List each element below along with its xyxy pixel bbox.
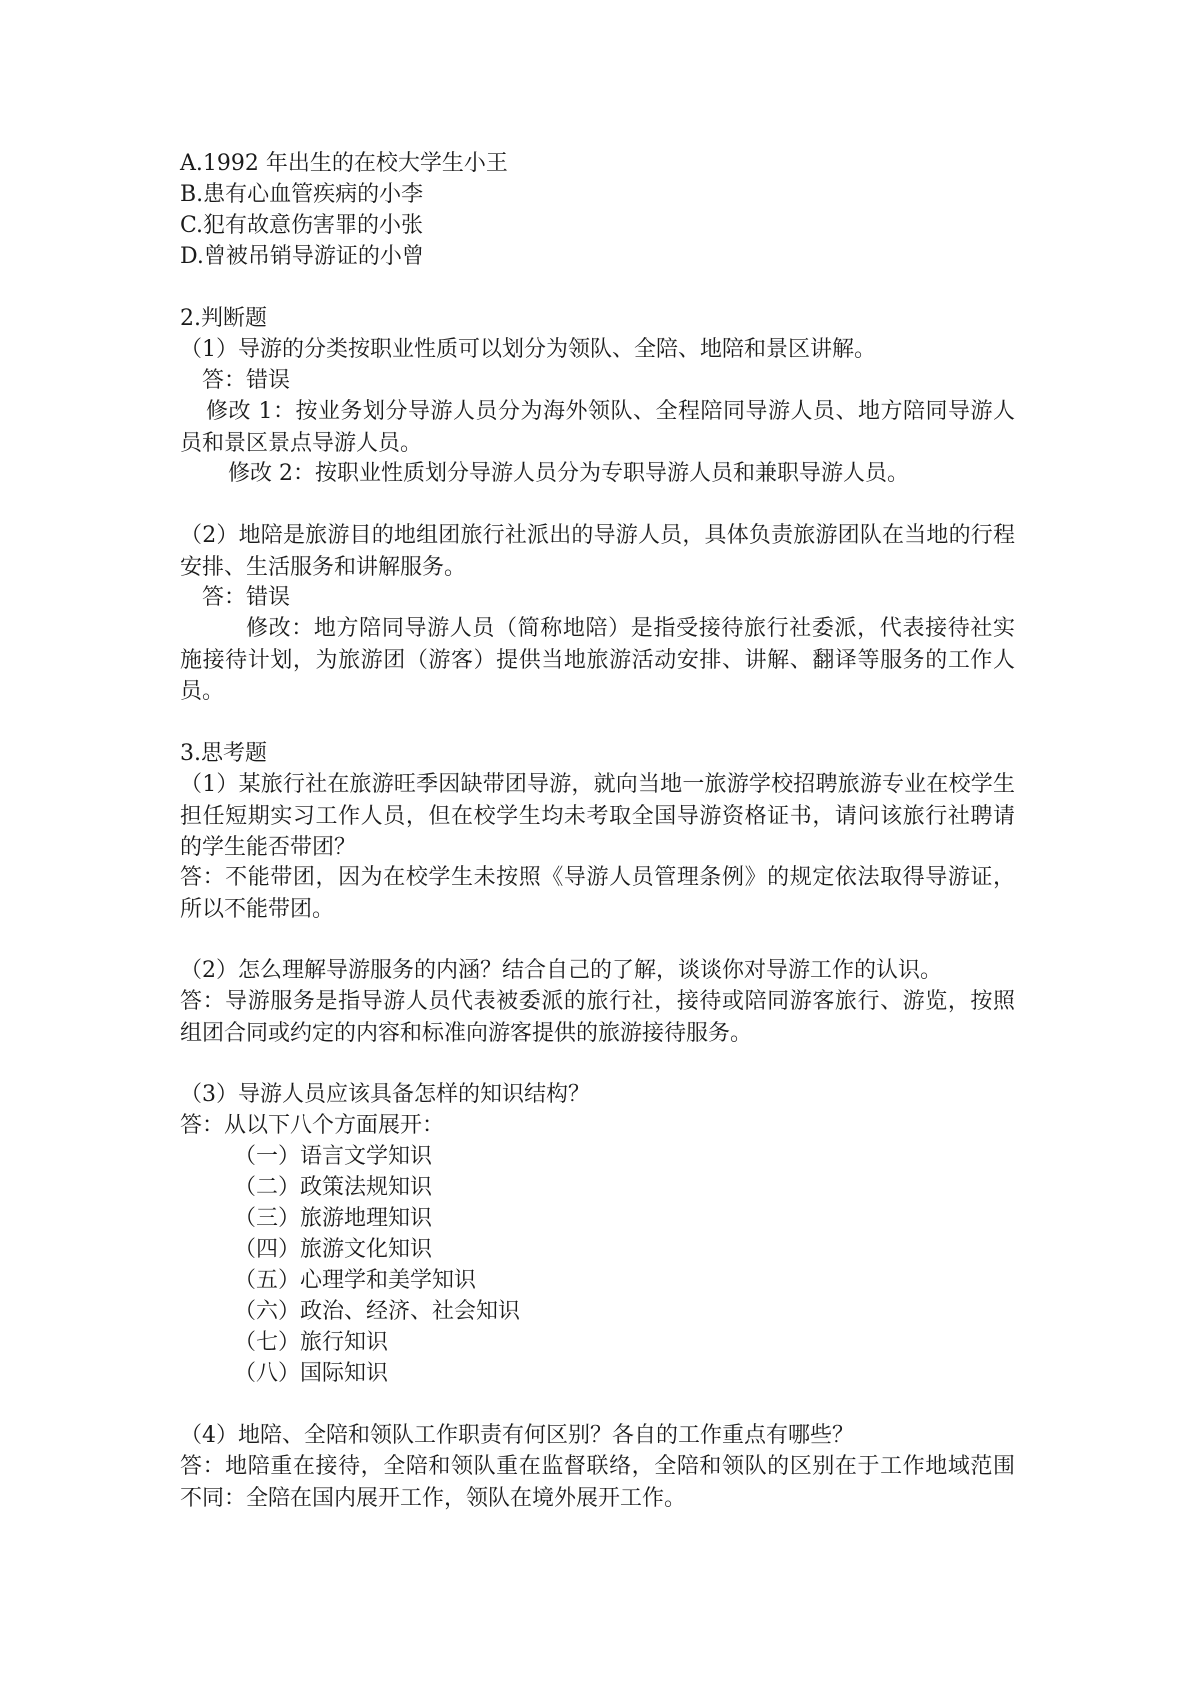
knowledge-list-item: （二）政策法规知识 (234, 1175, 433, 1200)
judge-fix-1: 修改 1：按业务划分导游人员分为海外领队、全程陪同导游人员、地方陪同导游人员和景区景点导游人员。 (180, 399, 1015, 456)
knowledge-list-item: （一）语言文学知识 (234, 1144, 433, 1169)
knowledge-list-item: （三）旅游地理知识 (234, 1206, 433, 1231)
think-question-4: （4）地陪、全陪和领队工作职责有何区别？各自的工作重点有哪些？ (180, 1423, 854, 1448)
think-answer-3: 答：从以下八个方面展开： (180, 1113, 445, 1138)
knowledge-list-item: （五）心理学和美学知识 (234, 1268, 477, 1293)
option-a: A.1992 年出生的在校大学生小王 (180, 151, 508, 176)
think-question-3: （3）导游人员应该具备怎样的知识结构？ (180, 1082, 590, 1107)
section-heading-judge: 2.判断题 (180, 306, 267, 331)
judge-fix-2: 修改 2：按职业性质划分导游人员分为专职导游人员和兼职导游人员。 (228, 461, 909, 486)
judge-question-2: （2）地陪是旅游目的地组团旅行社派出的导游人员，具体负责旅游团队在当地的行程安排、生活服务和讲解服务。 (180, 523, 1015, 580)
knowledge-list-item: （七）旅行知识 (234, 1330, 389, 1355)
option-d: D.曾被吊销导游证的小曾 (180, 244, 424, 269)
think-answer-2: 答：导游服务是指导游人员代表被委派的旅行社，接待或陪同游客旅行、游览，按照组团合同或约定的内容和标准向游客提供的旅游接待服务。 (180, 989, 1015, 1046)
option-b: B.患有心血管疾病的小李 (180, 182, 424, 207)
think-answer-4: 答：地陪重在接待，全陪和领队重在监督联络，全陪和领队的区别在于工作地域范围不同：全陪在国内展开工作，领队在境外展开工作。 (180, 1454, 1015, 1511)
knowledge-list-item: （四）旅游文化知识 (234, 1237, 433, 1262)
judge-question-1: （1）导游的分类按职业性质可以划分为领队、全陪、地陪和景区讲解。 (180, 337, 876, 362)
think-question-1: （1）某旅行社在旅游旺季因缺带团导游，就向当地一旅游学校招聘旅游专业在校学生担任短期实习工作人员，但在校学生均未考取全国导游资格证书，请问该旅行社聘请的学生能否带团？ (180, 772, 1015, 860)
knowledge-list-item: （八）国际知识 (234, 1361, 389, 1386)
think-answer-1: 答：不能带团，因为在校学生未按照《导游人员管理条例》的规定依法取得导游证，所以不能带团。 (180, 865, 1015, 922)
option-c: C.犯有故意伤害罪的小张 (180, 213, 424, 238)
think-question-2: （2）怎么理解导游服务的内涵？结合自己的了解，谈谈你对导游工作的认识。 (180, 958, 942, 983)
section-heading-think: 3.思考题 (180, 741, 267, 766)
knowledge-list-item: （六）政治、经济、社会知识 (234, 1299, 521, 1324)
judge-answer-2: 答：错误 (202, 585, 291, 610)
judge-fix-item-2: 修改：地方陪同导游人员（简称地陪）是指受接待旅行社委派，代表接待社实施接待计划，为旅游团（游客）提供当地旅游活动安排、讲解、翻译等服务的工作人员。 (180, 616, 1015, 704)
judge-answer-1: 答：错误 (202, 368, 291, 393)
